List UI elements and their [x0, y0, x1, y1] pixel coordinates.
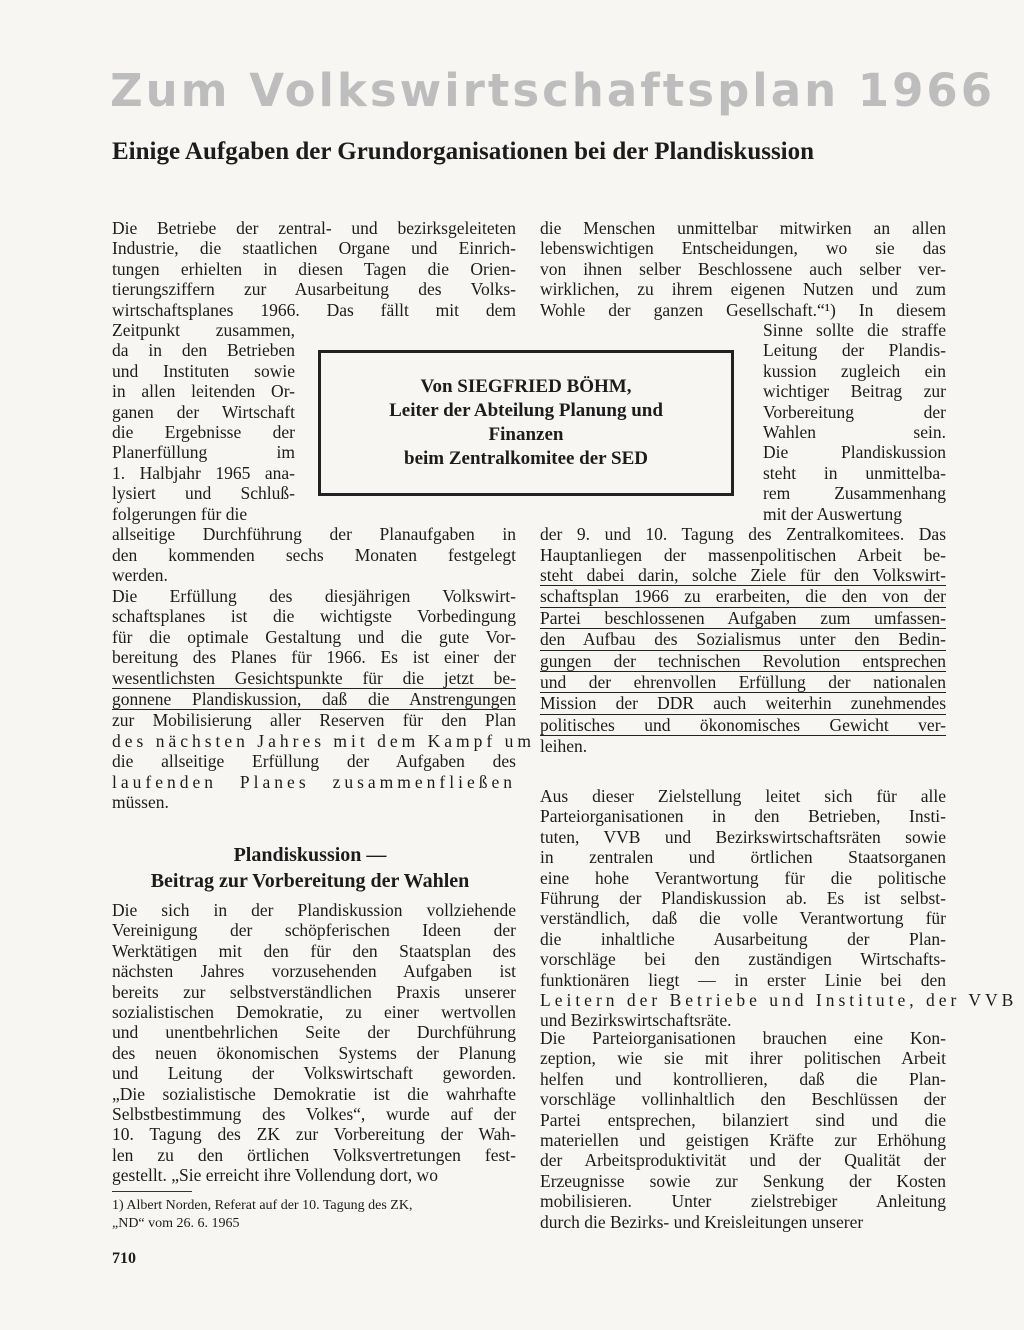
author-box-line: Leiter der Abteilung Planung und — [389, 400, 663, 421]
text-line: mobilisieren. Unter zielstrebiger Anleitung — [540, 1191, 946, 1212]
text-line: Die Erfüllung des diesjährigen Volkswirt- — [112, 586, 516, 606]
text-line: allseitige Durchführung der Planaufgaben in — [112, 524, 516, 545]
text-line: gonnene Plandiskussion, daß die Anstrengungen — [112, 689, 516, 710]
text-line: die Menschen unmittelbar mitwirken an allen — [540, 218, 946, 238]
text-line: eine hohe Verantwortung für die politische — [540, 867, 946, 888]
text-line: des neuen ökonomischen Systems der Planung — [112, 1042, 516, 1063]
text-line: zeption, wie sie mit ihrer politischen Arbeit — [540, 1048, 946, 1069]
text-line: Wohle der ganzen Gesellschaft.“¹) In diesem — [540, 299, 946, 320]
text-line: Erzeugnisse sowie zur Senkung der Kosten — [540, 1170, 946, 1191]
text-line: bereitung des Planes für 1966. Es ist einer der — [112, 647, 516, 668]
text-line: in allen leitenden Or- — [112, 381, 295, 402]
right-paragraph-3 — [540, 1028, 946, 1232]
text-line: tuten, VVB und Bezirkswirtschaftsräten sowie — [540, 826, 946, 847]
text-line: steht in unmittelba- — [763, 462, 946, 483]
text-line: politisches und ökonomisches Gewicht ver- — [540, 714, 946, 735]
text-line: Aus dieser Zielstellung leitet sich für alle — [540, 786, 946, 806]
text-line: die inhaltliche Ausarbeitung der Plan- — [540, 928, 946, 949]
text-line: 10. Tagung des ZK zur Vorbereitung der Wah- — [112, 1124, 516, 1145]
right-paragraph-2 — [540, 786, 1018, 1031]
text-line: Hauptanliegen der massenpolitischen Arbeit be- — [540, 544, 946, 565]
text-line: laufenden Planes zusammenfließen — [112, 771, 516, 792]
text-line: lysiert und Schluß- — [112, 483, 295, 504]
text-line: folgerungen für die — [112, 503, 248, 524]
masthead-title: Zum Volkswirtschaftsplan 1966 — [110, 64, 996, 117]
text-line: kussion zugleich ein — [763, 360, 946, 381]
text-line: von ihnen selber Beschlossene auch selber ver- — [540, 258, 946, 279]
text-line: Planerfüllung im — [112, 442, 295, 463]
text-line: werden. — [112, 564, 168, 585]
text-line: funktionären liegt — in erster Linie bei den — [540, 969, 946, 990]
footnote-line: „ND“ vom 26. 6. 1965 — [112, 1216, 240, 1231]
text-line: verständlich, daß die volle Verantwortung für — [540, 908, 946, 929]
text-line: Vereinigung der schöpferischen Ideen der — [112, 920, 516, 941]
left-paragraph-2 — [112, 586, 535, 813]
text-line: tierungsziffern zur Ausarbeitung des Volks- — [112, 279, 516, 300]
text-line: mit der Auswertung — [763, 503, 903, 524]
text-line: Partei entsprechen, bilanziert sind und die — [540, 1109, 946, 1130]
text-line: Werktätigen mit den für den Staatsplan des — [112, 940, 516, 961]
text-line: rem Zusammenhang — [763, 483, 946, 504]
text-line: die allseitige Erfüllung der Aufgaben des — [112, 751, 516, 772]
text-line: gungen der technischen Revolution entsprechen — [540, 650, 946, 671]
text-line: sozialistischen Demokratie, zu einer wertvollen — [112, 1002, 516, 1023]
text-line: vorschläge bei den zuständigen Wirtschafts- — [540, 949, 946, 970]
text-line: und Instituten sowie — [112, 360, 295, 381]
text-line: schaftsplan 1966 zu erarbeiten, die den von der — [540, 586, 946, 607]
text-line: und der ehrenvollen Erfüllung der nationalen — [540, 671, 946, 692]
text-line: leihen. — [540, 736, 588, 757]
text-line: 1. Halbjahr 1965 ana- — [112, 462, 295, 483]
text-line: der 9. und 10. Tagung des Zentralkomitees. Das — [540, 524, 946, 545]
text-line: für die optimale Gestaltung und die gute Vor- — [112, 626, 516, 647]
text-line: Die Betriebe der zentral- und bezirksgeleiteten — [112, 218, 516, 238]
footnote-line: 1) Albert Norden, Referat auf der 10. Tagung des ZK, — [112, 1198, 413, 1213]
text-line: len zu den örtlichen Volksvertretungen fest- — [112, 1144, 516, 1165]
text-line: wichtiger Beitrag zur — [763, 381, 946, 402]
text-line: lebenswichtigen Entscheidungen, wo sie das — [540, 238, 946, 259]
text-line: gestellt. „Sie erreicht ihre Vollendung dort, wo — [112, 1165, 438, 1186]
text-line: Die Plandiskussion — [763, 442, 946, 463]
text-line: wirklichen, zu ihrem eigenen Nutzen und zum — [540, 279, 946, 300]
text-line: Die sich in der Plandiskussion vollziehende — [112, 900, 516, 920]
text-line: und Leitung der Volkswirtschaft geworden. — [112, 1063, 516, 1084]
section-heading-line: Beitrag zur Vorbereitung der Wahlen — [150, 870, 470, 892]
footnote — [112, 1197, 412, 1233]
text-line: wirtschaftsplanes 1966. Das fällt mit dem — [112, 299, 516, 320]
text-line: Wahlen sein. — [763, 422, 946, 443]
text-line: Leitern der Betriebe und Institute, der VVB — [540, 990, 1018, 1011]
author-box-line: beim Zentralkomitee der SED — [404, 448, 648, 469]
section-heading — [110, 842, 510, 894]
text-line: und Bezirkswirtschaftsräte. — [540, 1010, 732, 1031]
page-number: 710 — [112, 1250, 136, 1267]
text-line: Zeitpunkt zusammen, — [112, 320, 295, 341]
article-subtitle: Einige Aufgaben der Grundorganisationen bei der Plandiskussion — [112, 138, 815, 165]
text-line: bereits zur selbstverständlichen Praxis unserer — [112, 981, 516, 1002]
text-line: Parteiorganisationen in den Betrieben, Insti- — [540, 806, 946, 827]
text-line: Führung der Plandiskussion ab. Es ist selbst- — [540, 888, 946, 909]
text-line: da in den Betrieben — [112, 340, 295, 361]
text-line: den kommenden sechs Monaten festgelegt — [112, 544, 516, 565]
text-line: den Aufbau des Sozialismus unter den Bedin- — [540, 629, 946, 650]
text-line: Die Parteiorganisationen brauchen eine Kon- — [540, 1028, 946, 1048]
right-paragraph-1 — [540, 218, 946, 757]
text-line: und unentbehrlichen Seite der Durchführung — [112, 1022, 516, 1043]
text-line: Mission der DDR auch weiterhin zunehmendes — [540, 693, 946, 714]
section-heading-line: Plandiskussion — — [233, 844, 387, 866]
text-line: steht dabei darin, solche Ziele für den Volkswirt- — [540, 564, 946, 585]
text-line: wesentlichsten Gesichtspunkte für die jetzt be- — [112, 667, 516, 688]
text-line: müssen. — [112, 792, 169, 813]
text-line: Selbstbestimmung des Volkes“, wurde auf der — [112, 1104, 516, 1125]
author-box-line: Von SIEGFRIED BÖHM, — [420, 376, 632, 397]
text-line: nächsten Jahres vorzusehenden Aufgaben ist — [112, 961, 516, 982]
text-line: Industrie, die staatlichen Organe und Einrich- — [112, 238, 516, 259]
text-line: tungen erhielten in diesen Tagen die Orien- — [112, 258, 516, 279]
text-line: materiellen und geistigen Kräfte zur Erhöhung — [540, 1130, 946, 1151]
text-line: ganen der Wirtschaft — [112, 401, 295, 422]
text-line: durch die Bezirks- und Kreisleitungen unserer — [540, 1211, 864, 1232]
text-line: zur Mobilisierung aller Reserven für den Plan — [112, 710, 516, 731]
author-box-line: Finanzen — [488, 424, 564, 445]
text-line: die Ergebnisse der — [112, 422, 295, 443]
text-line: schaftsplanes ist die wichtigste Vorbedingung — [112, 606, 516, 627]
left-paragraph-3 — [112, 900, 516, 1186]
text-line: der Arbeitsproduktivität und der Qualität der — [540, 1150, 946, 1171]
text-line: „Die sozialistische Demokratie ist die wahrhafte — [112, 1083, 516, 1104]
text-line: Vorbereitung der — [763, 401, 946, 422]
text-line: Leitung der Plandis- — [763, 340, 946, 361]
text-line: helfen und kontrollieren, daß die Plan- — [540, 1068, 946, 1089]
text-line: in zentralen und örtlichen Staatsorganen — [540, 847, 946, 868]
text-line: des nächsten Jahres mit dem Kampf um — [112, 730, 535, 751]
footnote-rule — [112, 1191, 192, 1192]
text-line: vorschläge vollinhaltlich den Beschlüssen der — [540, 1089, 946, 1110]
text-line: Sinne sollte die straffe — [763, 320, 946, 341]
text-line: Partei beschlossenen Aufgaben zum umfassen- — [540, 607, 946, 628]
